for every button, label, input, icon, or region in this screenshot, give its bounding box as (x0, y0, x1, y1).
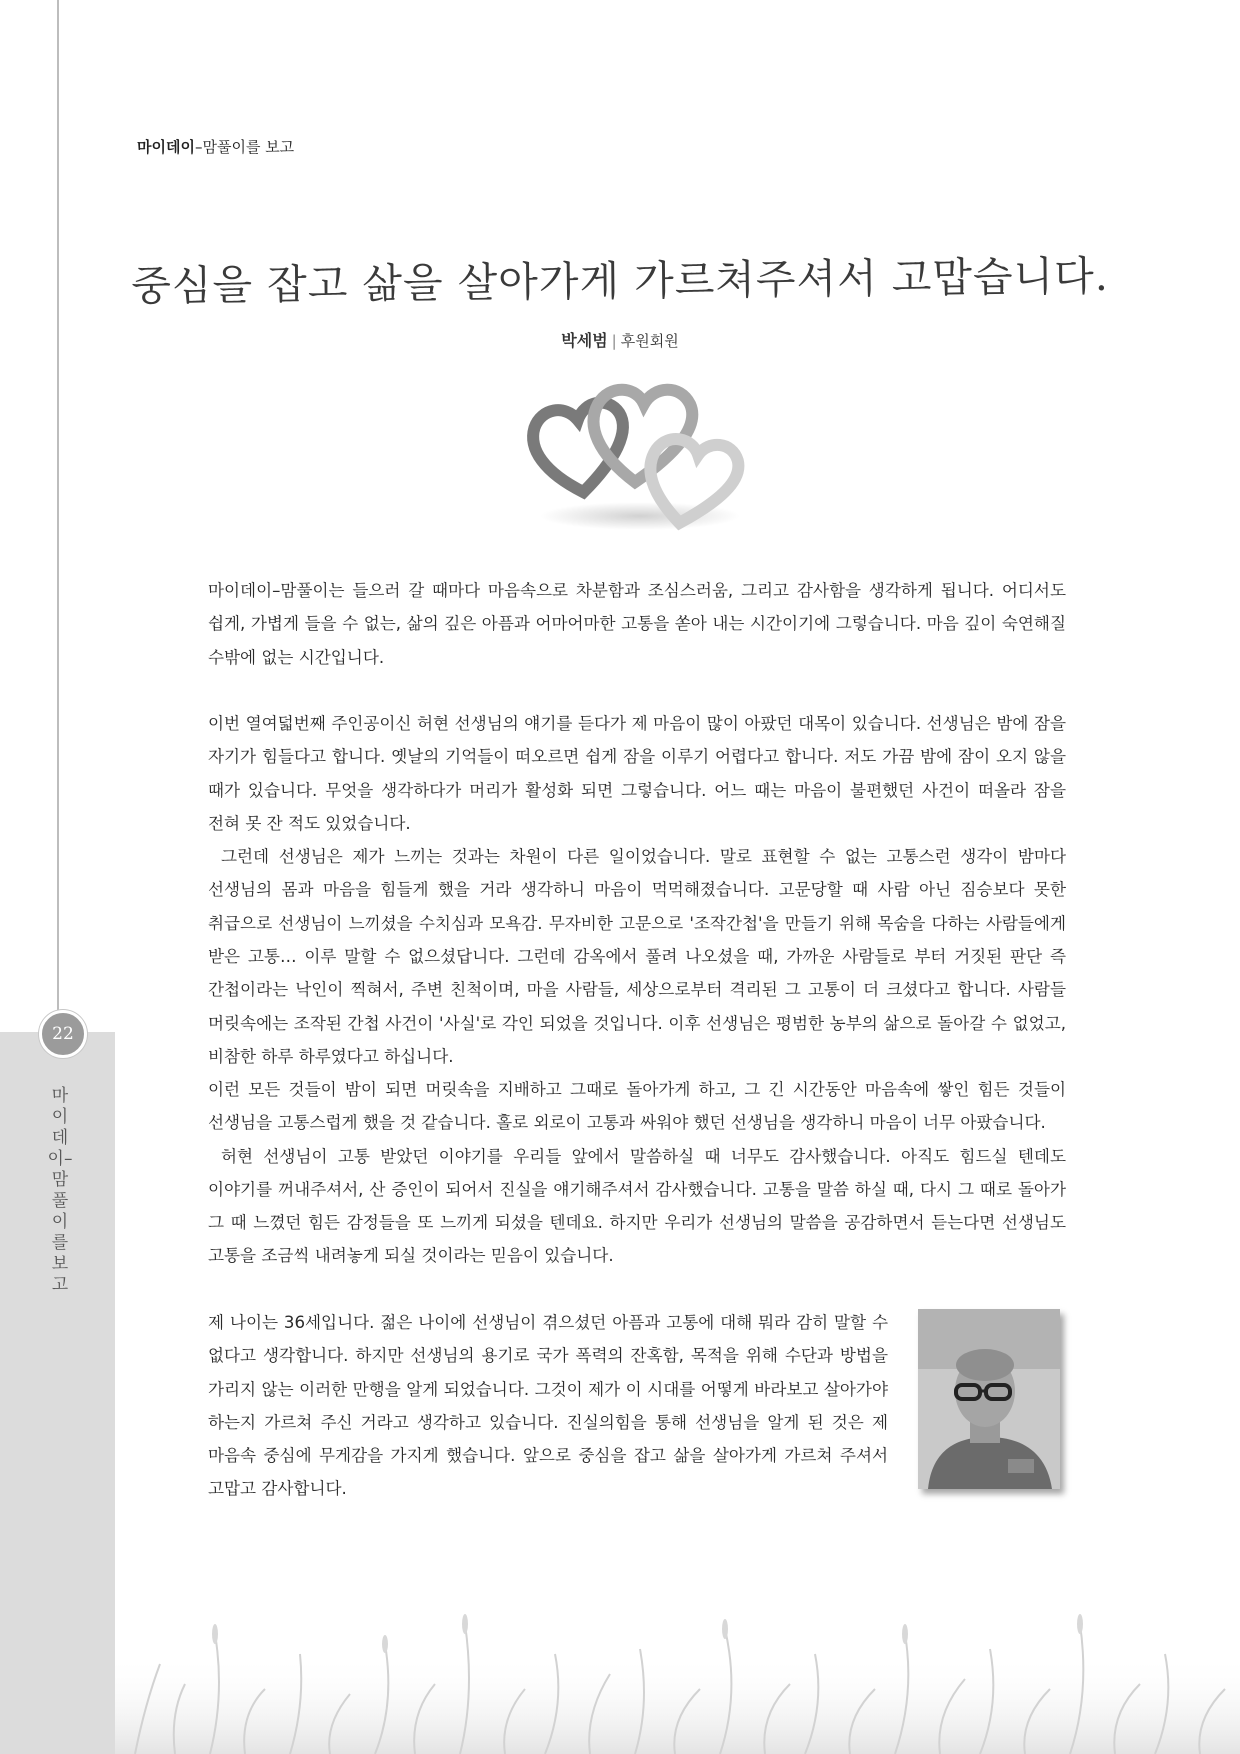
paragraph-block-4 (208, 1306, 888, 1506)
byline (0, 328, 1240, 351)
author-photo (918, 1309, 1060, 1489)
portrait-illustration (918, 1309, 1060, 1489)
three-hearts-icon (520, 374, 750, 534)
sidebar-vertical-label: 마이데이–맘풀이를 보고 (47, 1086, 73, 1295)
header-series: 마이데이 (137, 138, 195, 156)
page-number: 22 (39, 1010, 87, 1058)
grass-illustration (115, 1594, 1240, 1754)
margin-rule (57, 0, 59, 1016)
header-subject: 맘풀이를 보고 (202, 138, 295, 156)
paragraph-3: 그런데 선생님은 제가 느끼는 것과는 차원이 다른 일이었습니다. 말로 표현할 수 없는 고통스런 생각이 밤마다 선생님의 몸과 마음을 힘들게 했을 거라 생각하니 마음이 먹먹해졌습니다. 고문당할 때 사람 아닌 짐승보다 못한 취급으로 선생님이 느끼셨을 수치심과 모욕감. 무자비한 고문으로 '조작간첩'을 만들기 위해 목숨을 다하는 사람들에게 받은 고통… 이루 말할 수 없으셨답니다. 그런데 감옥에서 풀려 나오셨을 때, 가까운 사람들로 부터 거짓된 판단 즉 간첩이라는 낙인이 찍혀서, 주변 친척이며, 마을 사람들, 세상으로부터 격리된 그 고통이 더 크셨다고 합니다. 사람들 머릿속에는 조작된 간첩 사건이 '사실'로 각인 되었을 것입니다. 이후 선생님은 평범한 농부의 삶으로 돌아갈 수 없었고, 비참한 하루 하루였다고 하십니다. (208, 847, 1066, 1066)
paragraph-intro (208, 574, 1066, 674)
section-header (137, 136, 294, 157)
author-name: 박세범 (561, 331, 608, 350)
paragraph-block-3 (208, 1073, 1066, 1273)
author-role: 후원회원 (620, 332, 679, 350)
paragraph-block-2 (208, 707, 1066, 1073)
paragraph-4: 이런 모든 것들이 밤이 되면 머릿속을 지배하고 그때로 돌아가게 하고, 그 긴 시간동안 마음속에 쌓인 힘든 것들이 선생님을 고통스럽게 했을 것 같습니다. 홀로 외로이 고통과 싸워야 했던 선생님을 생각하니 마음이 너무 아팠습니다. (208, 1080, 1066, 1133)
paragraph-5: 허현 선생님이 고통 받았던 이야기를 우리들 앞에서 말씀하실 때 너무도 감사했습니다. 아직도 힘드실 텐데도 이야기를 꺼내주셔서, 산 증인이 되어서 진실을 얘기해주셔서 감사했습니다. 고통을 말씀 하실 때, 다시 그 때로 돌아가 그 때 느꼈던 힘든 감정들을 또 느끼게 되셨을 텐데요. 하지만 우리가 선생님의 말씀을 공감하면서 듣는다면 선생님도 고통을 조금씩 내려놓게 되실 것이라는 믿음이 있습니다. (208, 1146, 1066, 1266)
paragraph-1: 마이데이–맘풀이는 들으러 갈 때마다 마음속으로 차분함과 조심스러움, 그리고 감사함을 생각하게 됩니다. 어디서도 쉽게, 가볍게 들을 수 없는, 삶의 깊은 아픔과 어마어마한 고통을 쏟아 내는 시간이기에 그렇습니다. 마음 깊이 숙연해질 수밖에 없는 시간입니다. (208, 581, 1066, 667)
header-dash: – (194, 138, 203, 156)
paragraph-2: 이번 열여덟번째 주인공이신 허현 선생님의 얘기를 듣다가 제 마음이 많이 아팠던 대목이 있습니다. 선생님은 밤에 잠을 자기가 힘들다고 합니다. 옛날의 기억들이 떠오르면 쉽게 잠을 이루기 어렵다고 합니다. 저도 가끔 밤에 잠이 오지 않을 때가 있습니다. 무엇을 생각하다가 머리가 활성화 되면 그렇습니다. 어느 때는 마음이 불편했던 사건이 떠올라 잠을 전혀 못 잔 적도 있었습니다. (208, 714, 1066, 833)
page-title: 중심을 잡고 삶을 살아가게 가르쳐주셔서 고맙습니다. (131, 251, 1110, 311)
paragraph-6: 제 나이는 36세입니다. 젊은 나이에 선생님이 겪으셨던 아픔과 고통에 대해 뭐라 감히 말할 수 없다고 생각합니다. 하지만 선생님의 용기로 국가 폭력의 잔혹함, 목적을 위해 수단과 방법을 가리지 않는 이러한 만행을 알게 되었습니다. 그것이 제가 이 시대를 어떻게 바라보고 살아가야 하는지 가르쳐 주신 거라고 생각하고 있습니다. 진실의힘을 통해 선생님을 알게 된 것은 제 마음속 중심에 무게감을 가지게 했습니다. 앞으로 중심을 잡고 삶을 살아가게 가르쳐 주셔서 고맙고 감사합니다. (208, 1313, 888, 1499)
byline-separator: | (611, 332, 617, 350)
